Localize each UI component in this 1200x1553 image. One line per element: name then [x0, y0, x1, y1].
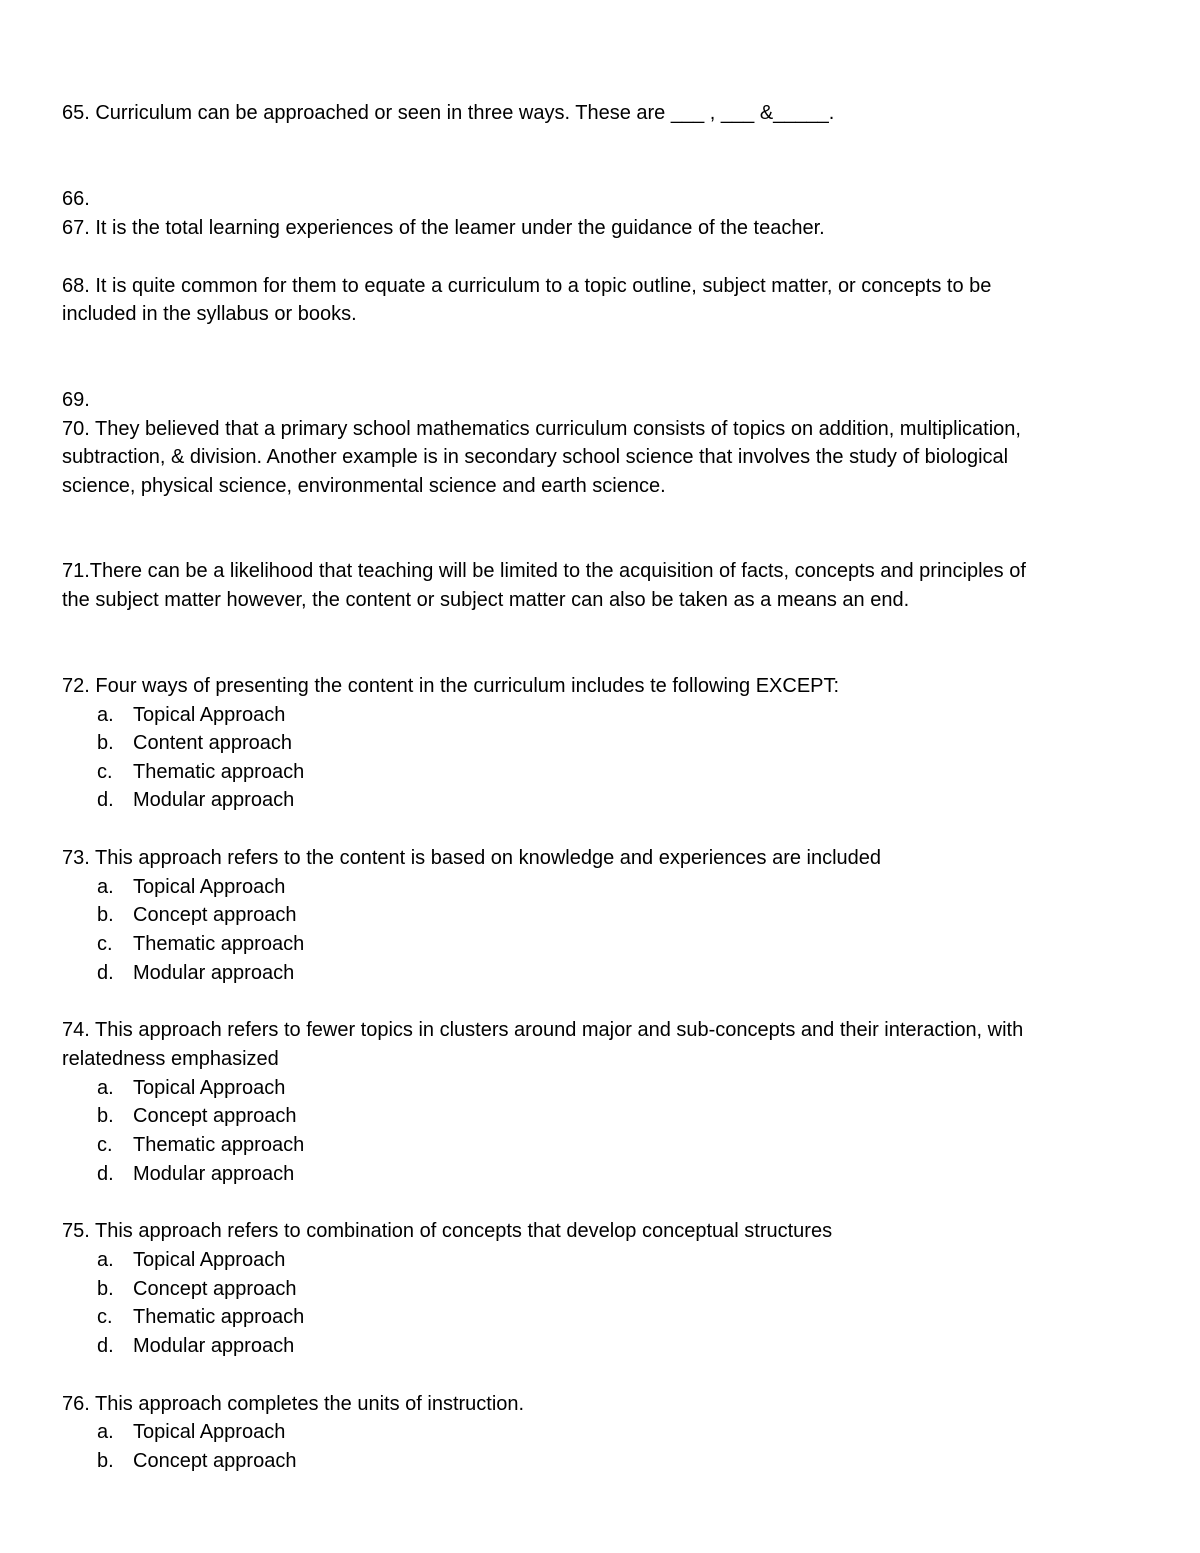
option-text: Modular approach — [133, 1163, 295, 1185]
option-text: Topical Approach — [133, 704, 286, 726]
option-text: Thematic approach — [133, 1134, 305, 1156]
option-75-c — [97, 1303, 304, 1332]
question-71-line-2: the subject matter however, the content or subject matter can also be taken as a means an end. — [62, 589, 910, 611]
option-letter: a. — [97, 1077, 114, 1099]
question-65: 65. Curriculum can be approached or seen in three ways. These are ___ , ___ &_____. — [62, 102, 835, 124]
option-76-b — [97, 1447, 296, 1476]
question-70-line-2: subtraction, & division. Another example is in secondary school science that involves the study of biological — [62, 446, 1009, 468]
question-66: 66. — [62, 188, 90, 210]
option-letter: b. — [97, 1450, 114, 1472]
option-75-b — [97, 1275, 296, 1304]
option-74-b — [97, 1102, 296, 1131]
option-76-a — [97, 1418, 285, 1447]
question-72: 72. Four ways of presenting the content in the curriculum includes te following EXCEPT: — [62, 675, 840, 697]
option-73-a — [97, 873, 285, 902]
question-70-line-1: 70. They believed that a primary school mathematics curriculum consists of topics on addition, multiplication, — [62, 418, 1021, 440]
option-text: Thematic approach — [133, 933, 305, 955]
option-letter: b. — [97, 1105, 114, 1127]
option-letter: b. — [97, 904, 114, 926]
option-text: Modular approach — [133, 789, 295, 811]
option-letter: b. — [97, 732, 114, 754]
question-73: 73. This approach refers to the content is based on knowledge and experiences are included — [62, 847, 882, 869]
option-text: Concept approach — [133, 1105, 297, 1127]
question-75: 75. This approach refers to combination of concepts that develop conceptual structures — [62, 1220, 833, 1242]
option-letter: a. — [97, 1249, 114, 1271]
option-text: Thematic approach — [133, 1306, 305, 1328]
option-72-d — [97, 786, 294, 815]
question-68-line-2: included in the syllabus or books. — [62, 303, 357, 325]
option-letter: d. — [97, 789, 114, 811]
option-75-a — [97, 1246, 285, 1275]
option-72-a — [97, 701, 285, 730]
option-text: Topical Approach — [133, 1421, 286, 1443]
option-letter: d. — [97, 1335, 114, 1357]
option-letter: c. — [97, 1306, 113, 1328]
option-text: Concept approach — [133, 904, 297, 926]
question-67: 67. It is the total learning experiences of the leamer under the guidance of the teacher. — [62, 217, 825, 239]
option-74-a — [97, 1074, 285, 1103]
option-text: Topical Approach — [133, 1077, 286, 1099]
option-72-c — [97, 758, 304, 787]
option-text: Modular approach — [133, 962, 295, 984]
option-letter: c. — [97, 933, 113, 955]
option-text: Thematic approach — [133, 761, 305, 783]
option-75-d — [97, 1332, 294, 1361]
option-text: Topical Approach — [133, 1249, 286, 1271]
question-71-line-1: 71.There can be a likelihood that teaching will be limited to the acquisition of facts, concepts and principles of — [62, 560, 1026, 582]
option-letter: a. — [97, 1421, 114, 1443]
question-70-line-3: science, physical science, environmental science and earth science. — [62, 475, 666, 497]
option-text: Concept approach — [133, 1278, 297, 1300]
option-text: Content approach — [133, 732, 293, 754]
option-73-c — [97, 930, 304, 959]
option-letter: b. — [97, 1278, 114, 1300]
option-74-c — [97, 1131, 304, 1160]
question-68-line-1: 68. It is quite common for them to equate a curriculum to a topic outline, subject matter, or concepts to be — [62, 275, 992, 297]
option-letter: a. — [97, 704, 114, 726]
option-letter: c. — [97, 1134, 113, 1156]
question-76: 76. This approach completes the units of instruction. — [62, 1393, 525, 1415]
option-text: Topical Approach — [133, 876, 286, 898]
option-73-b — [97, 901, 296, 930]
option-73-d — [97, 959, 294, 988]
option-74-d — [97, 1160, 294, 1189]
option-letter: d. — [97, 962, 114, 984]
option-letter: d. — [97, 1163, 114, 1185]
question-74-line-2: relatedness emphasized — [62, 1048, 279, 1070]
option-text: Concept approach — [133, 1450, 297, 1472]
option-letter: c. — [97, 761, 113, 783]
question-74-line-1: 74. This approach refers to fewer topics in clusters around major and sub-concepts and their interaction, with — [62, 1019, 1024, 1041]
question-69: 69. — [62, 389, 90, 411]
option-letter: a. — [97, 876, 114, 898]
option-text: Modular approach — [133, 1335, 295, 1357]
option-72-b — [97, 729, 292, 758]
